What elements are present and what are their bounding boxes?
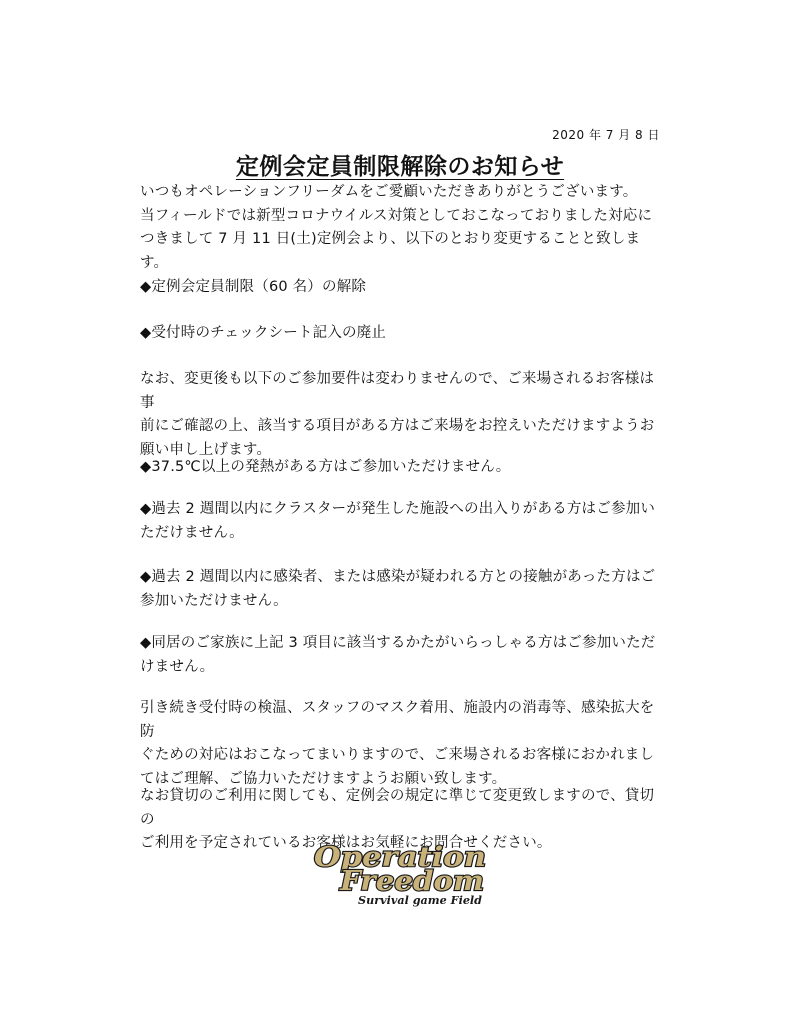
change-item-text: ◆受付時のチェックシート記入の廃止 bbox=[140, 325, 387, 341]
requirements-note bbox=[140, 368, 665, 462]
requirement-item bbox=[140, 498, 665, 545]
logo-word-freedom: Freedom bbox=[338, 866, 484, 897]
intro-paragraph bbox=[140, 181, 665, 275]
charter-line: なお貸切のご利用に関しても、定例会の規定に準じて変更致しますので、貸切の bbox=[140, 788, 655, 828]
note-line: 前にご確認の上、該当する項目がある方はご来場をお控えいただけますようお bbox=[140, 418, 655, 434]
change-item bbox=[140, 276, 665, 300]
notice-title: 定例会定員制限解除のお知らせ bbox=[235, 154, 565, 180]
intro-line: 当フィールドでは新型コロナウイルス対策としておこなっておりました対応に bbox=[140, 207, 653, 224]
logo-tagline: Survival game Field bbox=[358, 894, 483, 907]
requirement-line: ◆37.5℃以上の発熱がある方はご参加いただけません。 bbox=[140, 459, 511, 475]
requirement-line: けません。 bbox=[140, 658, 215, 675]
change-item-text: ◆定例会定員制限（60 名）の解除 bbox=[140, 279, 367, 295]
intro-line: つきまして 7 月 11 日(土)定例会より、以下のとおり変更することと致します。 bbox=[140, 231, 641, 271]
requirement-line: ◆過去 2 週間以内に感染者、または感染が疑われる方との接触があった方はご bbox=[140, 569, 656, 585]
intro-line: いつもオペレーションフリーダムをご愛顧いただきありがとうございます。 bbox=[140, 184, 638, 200]
requirement-line: ◆過去 2 週間以内にクラスターが発生した施設への出入りがある方はご参加い bbox=[140, 501, 656, 517]
logo-word-operation: Operation bbox=[314, 842, 486, 873]
continued-line: てはご理解、ご協力いただけますようお願い致します。 bbox=[140, 770, 507, 787]
change-item bbox=[140, 322, 665, 346]
continued-measures-paragraph bbox=[140, 697, 665, 791]
requirement-line: ただけません。 bbox=[140, 524, 244, 541]
requirement-line: ◆同居のご家族に上記 3 項目に該当するかたがいらっしゃる方はご参加いただ bbox=[140, 635, 656, 651]
charter-line: ご利用を予定されているお客様はお気軽にお問合せください。 bbox=[140, 835, 552, 851]
continued-line: ぐための対応はおこなってまいりますので、ご来場されるお客様におかれまし bbox=[140, 747, 655, 763]
note-line: なお、変更後も以下のご参加要件は変わりませんので、ご来場されるお客様は事 bbox=[140, 371, 655, 411]
continued-line: 引き続き受付時の検温、スタッフのマスク着用、施設内の消毒等、感染拡大を防 bbox=[140, 700, 655, 740]
requirement-item bbox=[140, 566, 665, 613]
note-line: 願い申し上げます。 bbox=[140, 441, 272, 458]
requirement-line: 参加いただけません。 bbox=[140, 592, 288, 609]
notice-date: 2020 年 7 月 8 日 bbox=[552, 128, 660, 142]
requirement-item bbox=[140, 456, 665, 480]
operation-freedom-logo bbox=[300, 838, 500, 910]
requirement-item bbox=[140, 632, 665, 679]
